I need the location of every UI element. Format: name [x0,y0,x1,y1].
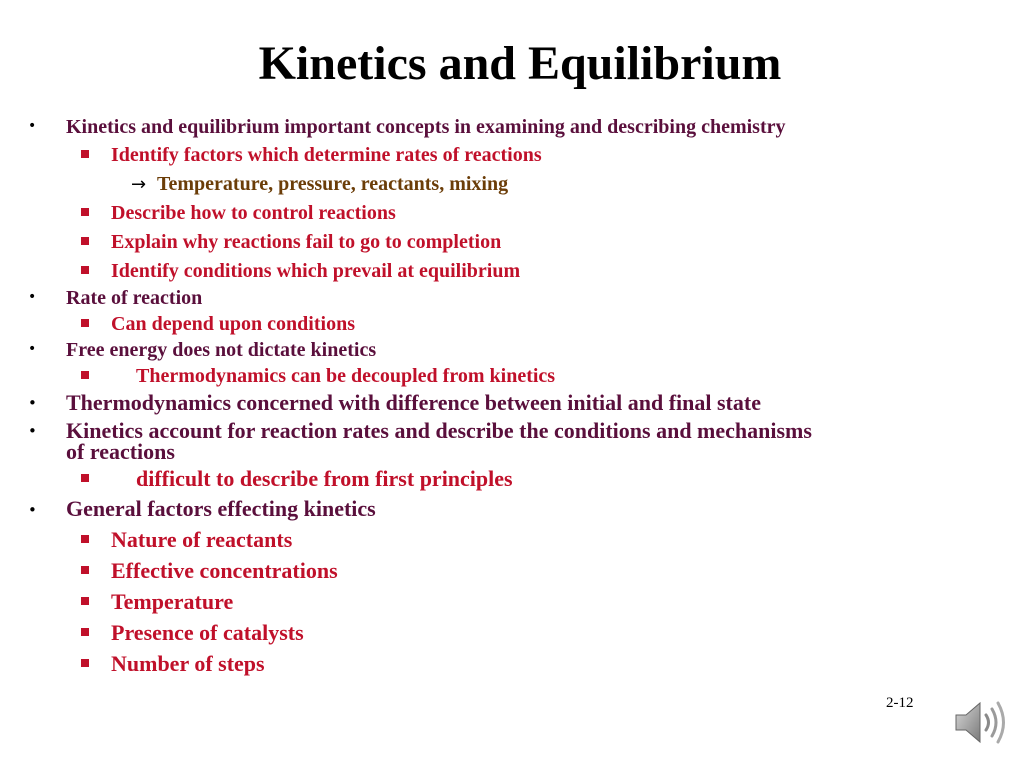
bullet-dot: • [28,341,37,357]
subsubbullet-factors-list: Temperature, pressure, reactants, mixing [157,173,509,195]
bullet-dot: • [28,501,37,519]
subbullet-temperature: Temperature [111,589,234,614]
subbullet-first-principles: difficult to describe from first principles [136,466,513,491]
bullet-kinetics-account-cont: of reactions [66,439,175,464]
bullet-general-factors: General factors effecting kinetics [66,496,376,521]
subbullet-nature-reactants: Nature of reactants [111,527,293,552]
bullet-dot: • [28,118,37,134]
slide-title: Kinetics and Equilibrium [258,37,782,90]
bullet-rate-of-reaction: Rate of reaction [66,287,203,309]
square-bullet [81,371,89,379]
subbullet-thermo-decoupled: Thermodynamics can be decoupled from kinetics [136,365,556,387]
bullet-free-energy: Free energy does not dictate kinetics [66,339,377,361]
bullet-kinetics-account: Kinetics account for reaction rates and describe the conditions and mechanisms [66,418,812,443]
speaker-icon[interactable] [950,695,1010,750]
square-bullet [81,474,89,482]
bullet-kinetics-equilibrium: Kinetics and equilibrium important concepts in examining and describing chemistry [66,116,786,138]
bullet-dot: • [28,394,37,412]
square-bullet [81,535,89,543]
arrow-icon: → [131,174,147,195]
square-bullet [81,566,89,574]
subbullet-fail-completion: Explain why reactions fail to go to completion [111,231,502,253]
square-bullet [81,659,89,667]
square-bullet [81,628,89,636]
bullet-dot: • [28,422,37,440]
square-bullet [81,597,89,605]
square-bullet [81,208,89,216]
subbullet-number-steps: Number of steps [111,651,265,676]
bullet-thermodynamics: Thermodynamics concerned with difference between initial and final state [66,390,761,415]
square-bullet [81,237,89,245]
subbullet-catalysts: Presence of catalysts [111,620,304,645]
subbullet-effective-concentrations: Effective concentrations [111,558,338,583]
subbullet-control-reactions: Describe how to control reactions [111,202,396,224]
subbullet-depend-conditions: Can depend upon conditions [111,313,355,335]
slide-number: 2-12 [886,695,914,711]
subbullet-identify-factors: Identify factors which determine rates of reactions [111,144,542,166]
subbullet-equilibrium-conditions: Identify conditions which prevail at equilibrium [111,260,521,282]
square-bullet [81,150,89,158]
bullet-dot: • [28,289,37,305]
square-bullet [81,319,89,327]
square-bullet [81,266,89,274]
